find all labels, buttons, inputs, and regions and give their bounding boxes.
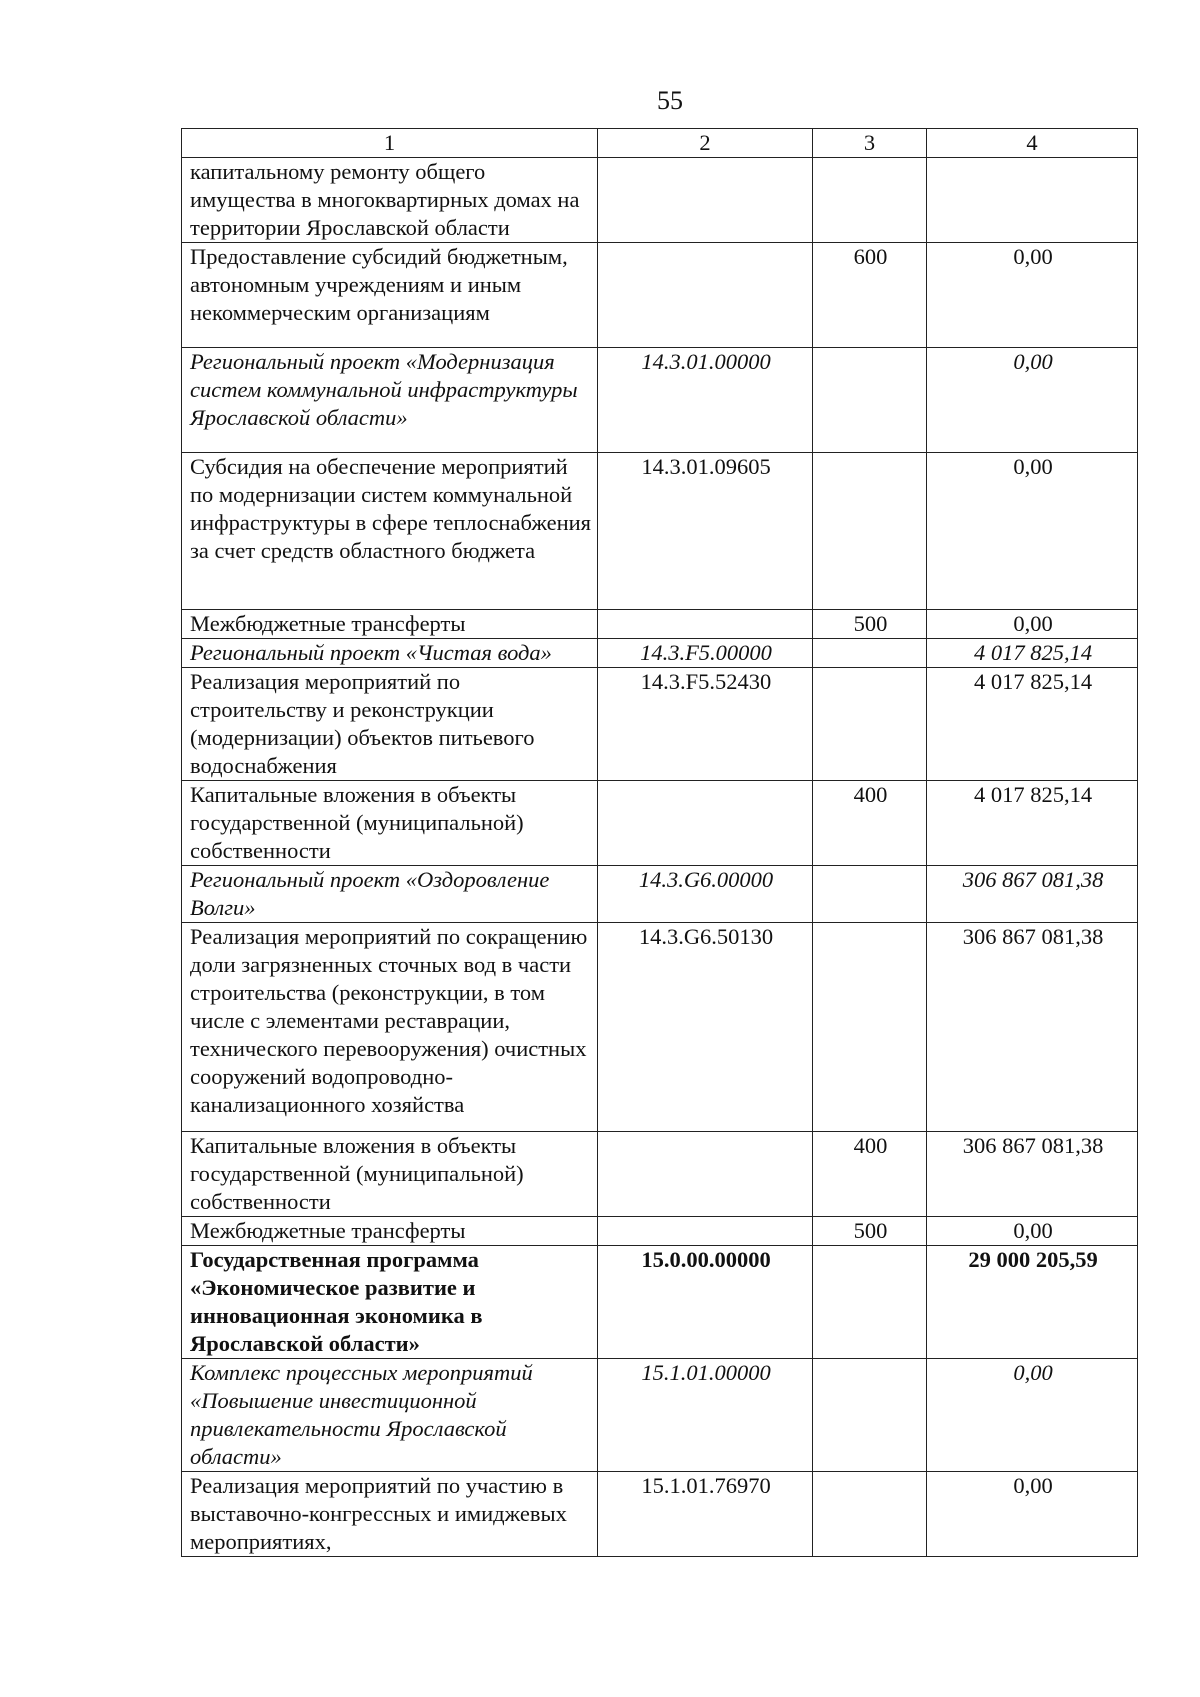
row-type-cell [813, 1359, 927, 1472]
row-code-cell [598, 243, 813, 348]
row-code-cell: 15.1.01.00000 [598, 1359, 813, 1472]
row-type-cell: 500 [813, 610, 927, 639]
row-name-cell: Региональный проект «Модернизация систем коммунальной инфраструктуры Ярославской области» [182, 348, 598, 453]
table-row [182, 1217, 1138, 1246]
table-row [182, 923, 1138, 1132]
row-name-cell: Межбюджетные трансферты [182, 1217, 598, 1246]
row-name-cell: Субсидия на обеспечение мероприятий по модернизации систем коммунальной инфраструктуры в сфере теплоснабжения за счет средств областного бюджета [182, 453, 598, 610]
row-name-cell: Комплекс процессных мероприятий «Повышение инвестиционной привлекательности Ярославской области» [182, 1359, 598, 1472]
row-name-cell: Региональный проект «Оздоровление Волги» [182, 866, 598, 923]
row-code-cell: 14.3.F5.52430 [598, 668, 813, 781]
row-type-cell: 600 [813, 243, 927, 348]
row-type-cell: 400 [813, 781, 927, 866]
row-amount-cell: 4 017 825,14 [927, 668, 1138, 781]
row-code-cell: 15.0.00.00000 [598, 1246, 813, 1359]
table-row [182, 1132, 1138, 1217]
row-amount-cell: 306 867 081,38 [927, 1132, 1138, 1217]
row-amount-cell: 0,00 [927, 1472, 1138, 1557]
row-code-cell: 14.3.G6.50130 [598, 923, 813, 1132]
row-name-cell: Реализация мероприятий по сокращению доли загрязненных сточных вод в части строительства (реконструкции, в том числе с элементами реставрации, технического перевооружения) очистных сооружений водопроводно-канализационного хозяйства [182, 923, 598, 1132]
table-row [182, 668, 1138, 781]
row-code-cell [598, 610, 813, 639]
column-header-2: 2 [598, 129, 813, 158]
row-code-cell: 14.3.01.00000 [598, 348, 813, 453]
row-name-cell: Региональный проект «Чистая вода» [182, 639, 598, 668]
column-header-4: 4 [927, 129, 1138, 158]
row-type-cell [813, 348, 927, 453]
row-amount-cell: 0,00 [927, 453, 1138, 610]
row-amount-cell: 306 867 081,38 [927, 923, 1138, 1132]
row-code-cell: 15.1.01.76970 [598, 1472, 813, 1557]
row-code-cell: 14.3.01.09605 [598, 453, 813, 610]
row-name-cell: капитальному ремонту общего имущества в многоквартирных домах на территории Ярославской области [182, 158, 598, 243]
table-row [182, 158, 1138, 243]
row-name-cell: Предоставление субсидий бюджетным, автономным учреждениям и иным некоммерческим организациям [182, 243, 598, 348]
table-row [182, 610, 1138, 639]
table-header-row [182, 129, 1138, 158]
row-code-cell [598, 781, 813, 866]
column-header-3: 3 [813, 129, 927, 158]
row-code-cell [598, 158, 813, 243]
row-code-cell: 14.3.F5.00000 [598, 639, 813, 668]
row-amount-cell: 0,00 [927, 610, 1138, 639]
page-number: 55 [657, 86, 683, 115]
table-body [182, 158, 1138, 1557]
table-row [182, 453, 1138, 610]
row-type-cell [813, 668, 927, 781]
row-amount-cell: 306 867 081,38 [927, 866, 1138, 923]
row-name-cell: Капитальные вложения в объекты государственной (муниципальной) собственности [182, 781, 598, 866]
table-row [182, 1359, 1138, 1472]
table-row [182, 1472, 1138, 1557]
row-type-cell [813, 158, 927, 243]
row-type-cell: 500 [813, 1217, 927, 1246]
row-type-cell [813, 1246, 927, 1359]
table-row [182, 866, 1138, 923]
table-row [182, 639, 1138, 668]
row-amount-cell: 4 017 825,14 [927, 781, 1138, 866]
row-name-cell: Реализация мероприятий по участию в выставочно-конгрессных и имиджевых мероприятиях, [182, 1472, 598, 1557]
row-amount-cell: 0,00 [927, 1359, 1138, 1472]
row-type-cell [813, 453, 927, 610]
row-amount-cell [927, 158, 1138, 243]
budget-table [181, 128, 1138, 1557]
table-row [182, 243, 1138, 348]
row-code-cell: 14.3.G6.00000 [598, 866, 813, 923]
row-name-cell: Капитальные вложения в объекты государственной (муниципальной) собственности [182, 1132, 598, 1217]
row-type-cell: 400 [813, 1132, 927, 1217]
row-amount-cell: 4 017 825,14 [927, 639, 1138, 668]
row-code-cell [598, 1132, 813, 1217]
table-row [182, 781, 1138, 866]
row-type-cell [813, 923, 927, 1132]
column-header-1: 1 [182, 129, 598, 158]
row-amount-cell: 0,00 [927, 348, 1138, 453]
row-name-cell: Реализация мероприятий по строительству и реконструкции (модернизации) объектов питьевого водоснабжения [182, 668, 598, 781]
row-amount-cell: 0,00 [927, 1217, 1138, 1246]
table-row [182, 348, 1138, 453]
row-type-cell [813, 639, 927, 668]
table-row [182, 1246, 1138, 1359]
row-name-cell: Межбюджетные трансферты [182, 610, 598, 639]
row-type-cell [813, 866, 927, 923]
row-code-cell [598, 1217, 813, 1246]
row-name-cell: Государственная программа «Экономическое развитие и инновационная экономика в Ярославской области» [182, 1246, 598, 1359]
row-amount-cell: 0,00 [927, 243, 1138, 348]
row-amount-cell: 29 000 205,59 [927, 1246, 1138, 1359]
row-type-cell [813, 1472, 927, 1557]
